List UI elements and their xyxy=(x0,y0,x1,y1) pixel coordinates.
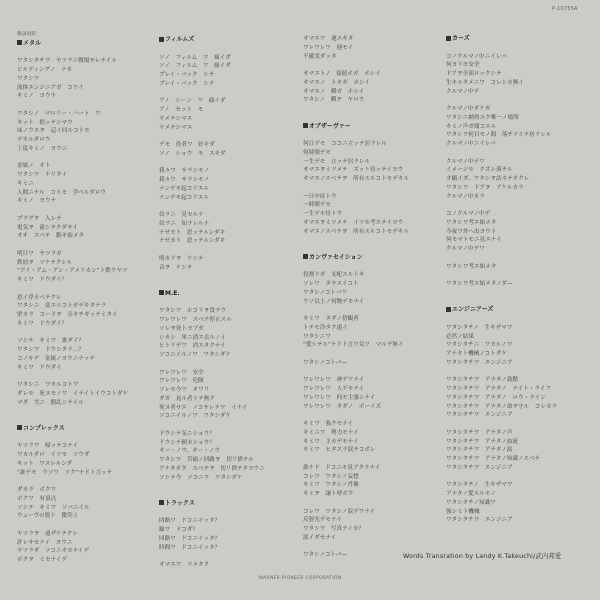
stanza-break xyxy=(159,272,265,281)
lyric-line: ワタシワ xyxy=(17,75,40,82)
stanza-break xyxy=(17,49,128,58)
song-title: コンプレックス xyxy=(17,425,128,434)
lyric-line: ワタシワ考エ始メタ xyxy=(446,219,497,226)
lyric-line: 許レサセナイ ヨウニ xyxy=(17,539,73,546)
lyric-line: 涙イダセナイ xyxy=(303,534,337,541)
stanza-break xyxy=(159,45,265,54)
lyric-line: ワレワレワ 人デモナイ xyxy=(303,386,365,392)
lyric-line: ダガ 見ル者トテ無ク xyxy=(159,395,215,402)
lyric-line: ヤツラダ ソコニオカナイデ xyxy=(17,548,89,555)
lyric-line: ワタシニ ワカルコトワ xyxy=(17,382,79,388)
lyric-line: キミワ 強クモナイ xyxy=(303,421,353,427)
lyric-line: ワレワレワ 遅モイ xyxy=(303,44,354,51)
lyric-line: コレワ ワタシノ妄想 xyxy=(303,473,359,480)
lyric-line: キミノ声ガ聞コエル xyxy=(446,123,497,130)
stanza-break xyxy=(303,245,409,254)
lyric-line: コノキデ 金属ノヨウニナッテ xyxy=(17,355,95,362)
lyric-line: 明カリヲ ケシテ xyxy=(159,255,204,262)
lyric-line: クルマノ中デ xyxy=(446,88,480,95)
lyric-line: オマエノスベテヲ 所有スルコトモデキル xyxy=(303,228,410,235)
lyric-line: キミワ ドウダイ？ xyxy=(17,277,68,283)
lyric-line: ワタシタチノ 生キザマワ xyxy=(446,324,513,331)
stanza-break xyxy=(17,206,128,215)
lyric-line: キット ワスレルンダ xyxy=(17,460,73,467)
lyric-line: オマエワ 速スギタ xyxy=(303,36,354,42)
lyric-line: イメージモ クズレ落チル xyxy=(446,167,513,174)
lyric-line: 床ノウエヲ 這イ回ルコトモ xyxy=(17,128,90,135)
lyric-line: ワタシワ ホコリヲ食ラウ xyxy=(159,308,227,315)
lyric-line: 一日中待トウ xyxy=(303,193,337,200)
lyric-line: アナタト機械ノコトダケ xyxy=(446,351,507,357)
lyric-line: ドウシテ気ニショウ？ xyxy=(159,430,215,437)
stanza-break xyxy=(159,89,265,98)
lyric-line: 金属ノ オト xyxy=(17,163,51,170)
lyric-line: アナタノ愛スルモノ xyxy=(446,491,496,497)
lyric-line: 流体エンジニアガ コワイ xyxy=(17,84,84,91)
lyric-line: 不確実ダッタ xyxy=(303,53,337,60)
lyric-line: クルマノ中カラ xyxy=(446,193,485,200)
lyric-line: 今夜ワ外ヘ出ヨウト xyxy=(446,228,497,235)
stanza-break xyxy=(17,416,128,425)
lyric-line: ウソ以上ノ何物デモナイ xyxy=(303,298,365,305)
lyric-line: ソレワ タヤスイコト xyxy=(303,281,359,287)
lyric-line: ワレワレワ 神デワナイ xyxy=(303,377,365,384)
stanza-break xyxy=(303,236,409,245)
lyric-line: ワタシタチワ アナタノ声 xyxy=(446,429,513,436)
lyric-line: ワタシワ ドアヲ アケルカラ xyxy=(446,184,524,191)
lyric-line: ワタシタチワ アナタノ鼓動 xyxy=(446,377,518,384)
lyric-line: 線ワ ドコダ？ xyxy=(159,527,198,533)
song-title: トラックス xyxy=(159,500,265,509)
lyric-line: プラグヲ 入レテ xyxy=(17,215,62,222)
lyric-line: オマエノ トキガ ホシイ xyxy=(303,79,370,86)
lyric-line: 音ヲ ケシテ xyxy=(159,264,193,271)
stanza-break xyxy=(446,298,557,307)
lyric-line: キット 損ッテシマウ xyxy=(17,119,73,126)
lyric-line: ヤツラワ 帰ッテコナイ xyxy=(17,443,78,450)
stanza-break xyxy=(159,132,265,141)
lyric-line: 奴ラニ 見セルナ xyxy=(159,212,204,218)
lyric-line: ソノ フィルム ワ 痛イダ xyxy=(159,54,231,61)
lyric-line: ワタシニワ xyxy=(303,333,331,340)
lyric-line: オマエヲミツメテ ズット待ッテイヨウ xyxy=(303,167,404,174)
lyric-line: ボクヲ ミセナイデ xyxy=(17,557,67,563)
lyric-line: ドアヲ全部ロックシテ xyxy=(446,71,502,77)
lyric-line: ワタシニ 変エルコトガデキタナラ xyxy=(17,303,107,310)
lyrics-column-4 xyxy=(446,35,557,525)
lyric-line: 回路ワ ドコニイッタ？ xyxy=(159,518,221,525)
lyric-line: オマエトノ 接続ホガ ホシイ xyxy=(303,71,381,77)
lyric-line: キミワ 主カデモナイ xyxy=(303,438,359,445)
lyric-line: コノクルマノ中ニイレバ xyxy=(446,53,507,60)
song-title: カンヴァセイション xyxy=(303,254,409,263)
stanza-break xyxy=(446,96,557,105)
stanza-break xyxy=(446,44,557,53)
lyric-line: キミワ タダノ傍観者 xyxy=(303,316,359,322)
stanza-break xyxy=(303,131,409,140)
stanza-break xyxy=(159,299,265,308)
stanza-break xyxy=(159,491,265,500)
lyric-line: プレイ・バック シテ xyxy=(159,72,215,78)
catalog-number: P-10755A xyxy=(552,6,578,12)
lyric-line: ワカルダロ イツモ ソウダ xyxy=(17,452,90,458)
lyric-line: キミワ ドウダイ？ xyxy=(17,320,68,327)
lyric-line: 鉄屑ヲ ツケテクレル xyxy=(17,259,73,266)
lyric-line: キミワ ドウダイ xyxy=(17,364,62,371)
lyric-line: 思イ浮カベテクレ xyxy=(17,294,62,301)
lyric-line: 強シミト機械 xyxy=(446,508,480,515)
lyric-line: 回路ワ ドコニイッタ？ xyxy=(159,535,221,542)
lyric-line: ワタシタチワ アナタノ血流 xyxy=(446,438,518,445)
lyric-line: ワタシワ考エ始メタノダ— xyxy=(446,281,513,287)
stanza-break xyxy=(159,421,265,430)
lyric-line: オ願イダ、ワタシヲ訪ネテオクレ xyxy=(446,176,530,182)
lyric-line: ソコニイルノワ ワタシダケ xyxy=(159,413,232,420)
lyric-line: 必然ノ結果 xyxy=(446,333,474,340)
lyric-line: 何モマトモニ見エナイ xyxy=(446,237,502,244)
lyric-line: キミノ ヨウナ xyxy=(17,198,57,205)
lyric-line: ソシテ キミワ 誰ダイ？ xyxy=(17,338,85,345)
stanza-break xyxy=(303,543,409,552)
translation-credit: Words Transration by Landy K.Takeuchi/武内邦愛 xyxy=(403,553,562,560)
song-title: カーズ xyxy=(446,35,557,44)
lyric-line: オー・ノウ、オー・ノウ xyxy=(159,448,221,455)
lyric-line: ビルディングノ ナカ xyxy=(17,67,73,73)
lyric-line: ワタシノ マロリー・ハート ワ xyxy=(17,110,101,117)
lyric-line: オマエノ 瞬ガ ホシイ xyxy=(303,88,365,95)
lyric-line: ナンデモ起コリエル xyxy=(159,194,209,201)
stanza-break xyxy=(17,434,128,443)
lyric-line: ワタシタチノ 生キザマワ xyxy=(446,482,513,489)
stanza-break xyxy=(446,289,557,298)
lyric-line: オオ スベテ 動キ始メタ xyxy=(17,233,84,240)
stanza-break xyxy=(303,61,409,70)
stanza-break xyxy=(17,241,128,250)
lyric-line: 奴ラニ 知ラレルナ xyxy=(159,220,210,227)
stanza-break xyxy=(446,368,557,377)
stanza-break xyxy=(159,159,265,168)
lyric-line: 時間ワ ドコニイッタ？ xyxy=(159,544,221,551)
lyric-line: ワタシワ 苦痛ノ回路ヲ 切リ捨テル xyxy=(159,457,254,463)
lyric-line: デキルダロウ xyxy=(17,137,51,143)
lyric-line: コノクルマノ中デ xyxy=(446,211,491,217)
lyric-line: ソレモ今ワ オワリ xyxy=(159,387,210,393)
stanza-break xyxy=(17,477,128,486)
lyric-line: ワタシタチワ アナタノ知識ノスベテ xyxy=(446,456,541,462)
lyric-line: 反射光デモナイ xyxy=(303,517,342,524)
lyric-line: アノ セット モ xyxy=(159,107,204,113)
lyric-line: 丁度キミノ ヨウニ xyxy=(17,145,68,152)
lyric-line: 役割リガ 支配スルトキ xyxy=(303,272,365,279)
lyric-line: 死ヌ者サエ ノコサレテワ イナイ xyxy=(159,404,248,411)
company-name: WARNER-PIONEER CORPORATION xyxy=(258,576,342,581)
lyric-line: ワタシワ何日モノ間 落チツイテ居ラレル xyxy=(446,132,552,139)
stanza-break xyxy=(303,105,409,114)
lyric-line: ワタシノコトバ— xyxy=(303,359,348,366)
lyric-line: ワタシワ考エ始メタ xyxy=(446,263,497,270)
lyric-line: 何日デモ ココニ立ッテ居ラレル xyxy=(303,141,387,147)
lyric-line: ソシテ今 ソコニワ ワタシダケ xyxy=(159,474,243,481)
stanza-break xyxy=(159,281,265,290)
lyric-line: キミワ ヒタスラ涙チコボレ xyxy=(303,447,376,454)
stanza-break xyxy=(446,201,557,210)
lyric-line: ワタシタチワ ヤツラニ戦場サレテイル xyxy=(17,58,117,65)
lyric-line: ワレワレワ 危険 xyxy=(159,378,204,385)
lyric-line: ワタシタチワ アナタノ ロウ・ライン xyxy=(446,394,546,401)
lyric-line: クルマノ中デワ xyxy=(446,246,485,252)
song-title: エンジニアーズ xyxy=(446,306,557,315)
lyric-line: ワレワレワ スベテ停止スル xyxy=(159,317,232,323)
stanza-break xyxy=(17,407,128,416)
lyric-line: ソコニイルノワ ワタシダケ xyxy=(159,352,232,358)
lyric-line: ナゼカト 思ッテルンダキ xyxy=(159,229,226,236)
lyric-line: ワタシタチワ エンジニア xyxy=(446,412,513,419)
stanza-break xyxy=(303,350,409,359)
lyric-line: 電気ヲ 流シテクダサイ xyxy=(17,224,78,231)
stanza-break xyxy=(17,329,128,338)
lyric-line: ワレワレワ タダノ ボーイズ xyxy=(303,403,382,410)
lyric-line: ワタシタチニ ワカルノワ xyxy=(446,342,513,349)
stanza-break xyxy=(303,184,409,193)
lyric-line: ドウシテ頼カショウ？ xyxy=(159,439,215,446)
lyric-line: ソノ フィルム ワ 痛イダ xyxy=(159,63,231,70)
lyric-line: 何ヨリモ安全 xyxy=(446,62,480,69)
lyric-line: ワタシタチワ アナタノ ナイト・ライフ xyxy=(446,386,551,392)
lyric-line: ナンデモ起コリエル xyxy=(159,185,209,192)
stanza-break xyxy=(17,154,128,163)
lyric-line: 我々ワ サラシモノ xyxy=(159,177,210,183)
lyric-line: ナゼカト 思ッテルンダキ xyxy=(159,238,226,245)
lyrics-column-1 xyxy=(17,31,128,565)
lyric-line: キミワ ワタシノ肖像 xyxy=(303,482,359,489)
lyric-line: ボクワ 有頂点 xyxy=(17,495,57,502)
lyric-line: キミニワ 勢力モナイ xyxy=(303,429,359,436)
lyric-line: ワタシタチワ アナタノ命ヲ守ル コレカラ xyxy=(446,403,558,410)
stanza-break xyxy=(303,368,409,377)
lyric-line: ワタシノ 瞬ヲ ヤロウ xyxy=(303,97,365,104)
lyric-line: デモ 役者ワ 好キダ xyxy=(159,142,215,148)
stanza-break xyxy=(303,455,409,464)
stanza-break xyxy=(446,271,557,280)
lyric-line: マダ 雪ニ 錯乱シテイル xyxy=(17,399,84,406)
lyric-line: オマエノスベテヲ 所有スルコトモデキル xyxy=(303,176,410,182)
stanza-break xyxy=(159,246,265,255)
lyric-line: “誰デモ ウソワ ツク”ナドト言ッテ xyxy=(17,469,113,476)
song-title: オブザーヴァー xyxy=(303,123,409,132)
lyric-line: 一時間デモ xyxy=(303,202,331,209)
lyric-line: 我々ワ サラシモノ xyxy=(159,168,210,175)
lyric-line: クルマノ中デワ xyxy=(446,158,485,165)
lyric-line: トテモ冷タク遠イ xyxy=(303,324,348,331)
lyric-line: キミニ xyxy=(17,180,34,187)
stanza-break xyxy=(303,263,409,272)
stanza-break xyxy=(159,482,265,491)
stanza-break xyxy=(446,254,557,263)
stanza-break xyxy=(159,509,265,518)
lyric-line: オマエワ ツメタク xyxy=(159,562,210,568)
stanza-break xyxy=(446,473,557,482)
stanza-break xyxy=(17,372,128,381)
lyric-line: 一生デモ 立ッテ居ラレル xyxy=(303,158,370,165)
lyric-line: 何時間デモ xyxy=(303,149,331,156)
stanza-break xyxy=(446,315,557,324)
lyric-line: アナタガタ スベテヲ 切リ捨テタヨウニ xyxy=(159,465,265,472)
lyric-line: 明日ワ ヤツラガ xyxy=(17,250,62,257)
lyric-line: ウェーヴの髪ト 微笑ミ xyxy=(17,513,79,520)
lyric-line: ワタシタチワ エンジニア xyxy=(446,517,513,524)
lyrics-column-2 xyxy=(159,36,265,570)
lyrics-column-3 xyxy=(303,35,409,560)
lyric-line: 生キルタメニワ コレシカ無イ xyxy=(446,79,524,86)
lyric-line: “愛シテル”ナドト言ウ気ワ マルデ無イ xyxy=(303,342,404,349)
lyric-line: ワタシノコトバ— xyxy=(303,552,348,559)
lyric-line: ワタシワ 写真ナノカ？ xyxy=(303,526,365,532)
lyric-line: ヒトリデワ 消エタクナイ xyxy=(159,343,226,350)
song-title: M.E. xyxy=(159,290,265,299)
lyric-line: ヤツラヲ 遠ザケテクレ xyxy=(17,530,78,537)
lyric-line: コレワ ワタシノ涙デワナイ xyxy=(303,508,376,515)
stanza-break xyxy=(446,149,557,158)
stanza-break xyxy=(17,285,128,294)
lyric-line: ダカラ ボクワ xyxy=(17,487,57,493)
lyric-line: 壁カラ コードヲ 引キチギッテミタイ xyxy=(17,312,118,318)
lyric-line: 一生デモ待トウ xyxy=(303,211,343,217)
lyric-line: オマエヲミツメテ イツモ考エテイヨウ xyxy=(303,219,404,226)
lyric-line: ワタシタチノ知識ワ xyxy=(446,499,496,506)
lyric-line: 人間ニナル コトモ 学ベルダロウ xyxy=(17,189,106,196)
lyric-line: ワタシワ ナリタイ xyxy=(17,172,68,178)
lyric-line: ワタシニ納得ユク唯一ノ場所 xyxy=(446,114,519,121)
stanza-break xyxy=(446,420,557,429)
stanza-break xyxy=(17,521,128,530)
section-label: 歌詞対訳 xyxy=(17,32,37,37)
lyric-line: ヤメテシマエ xyxy=(159,115,193,122)
lyric-line: “アイ・アム・アン・アメリカン”ト歌ウヤツ xyxy=(17,268,128,275)
lyric-line: ダレモ 死ヌモノワ イナイトイウコトダケ xyxy=(17,390,129,397)
lyric-line: ソシテ キミワ ソバニイル xyxy=(17,504,90,511)
song-title: フィルムズ xyxy=(159,36,265,45)
lyric-line: ワレワレワ 何モ主張シナイ xyxy=(303,394,376,401)
lyric-line: ソノ ショウ モ スキダ xyxy=(159,150,226,157)
lyric-line: プレイ・バック シテ xyxy=(159,80,215,87)
stanza-break xyxy=(159,552,265,561)
lyric-line: 誰ナド ドコニモ見アタラナイ xyxy=(303,464,381,471)
lyric-line: ヤメテシマエ xyxy=(159,124,193,131)
lyric-line: クルマノ中ニイレバ xyxy=(446,141,496,147)
stanza-break xyxy=(17,101,128,110)
song-title: メタル xyxy=(17,40,128,49)
lyric-line: ワタシワ ドウシタラ…？ xyxy=(17,347,84,353)
lyric-line: ワタシタチワ エンジニア xyxy=(446,359,513,366)
lyric-line: アノ シーン ワ 痛イダ xyxy=(159,98,226,105)
lyric-line: キミノ ヨウナ xyxy=(17,93,57,100)
stanza-break xyxy=(303,499,409,508)
stanza-break xyxy=(303,411,409,420)
lyric-line: キミヲ 譲ト呼ボウ xyxy=(303,491,354,497)
lyric-line: ワタシタチワ アナタノ涙 xyxy=(446,447,513,454)
stanza-break xyxy=(303,306,409,315)
stanza-break xyxy=(303,114,409,123)
lyric-line: ワレワレワ 安全 xyxy=(159,369,204,376)
lyric-line: クルマノ中ダケガ xyxy=(446,106,491,112)
lyric-line: シカシ 単ニ消エ去ルノミ xyxy=(159,334,226,341)
stanza-break xyxy=(159,202,265,211)
lyric-line: ワタシタチワ エンジニア xyxy=(446,464,513,471)
lyric-line: ワタシノコトバワ xyxy=(303,289,348,296)
stanza-break xyxy=(159,360,265,369)
lyric-line: ソレヲ死トヨブガ xyxy=(159,325,204,332)
